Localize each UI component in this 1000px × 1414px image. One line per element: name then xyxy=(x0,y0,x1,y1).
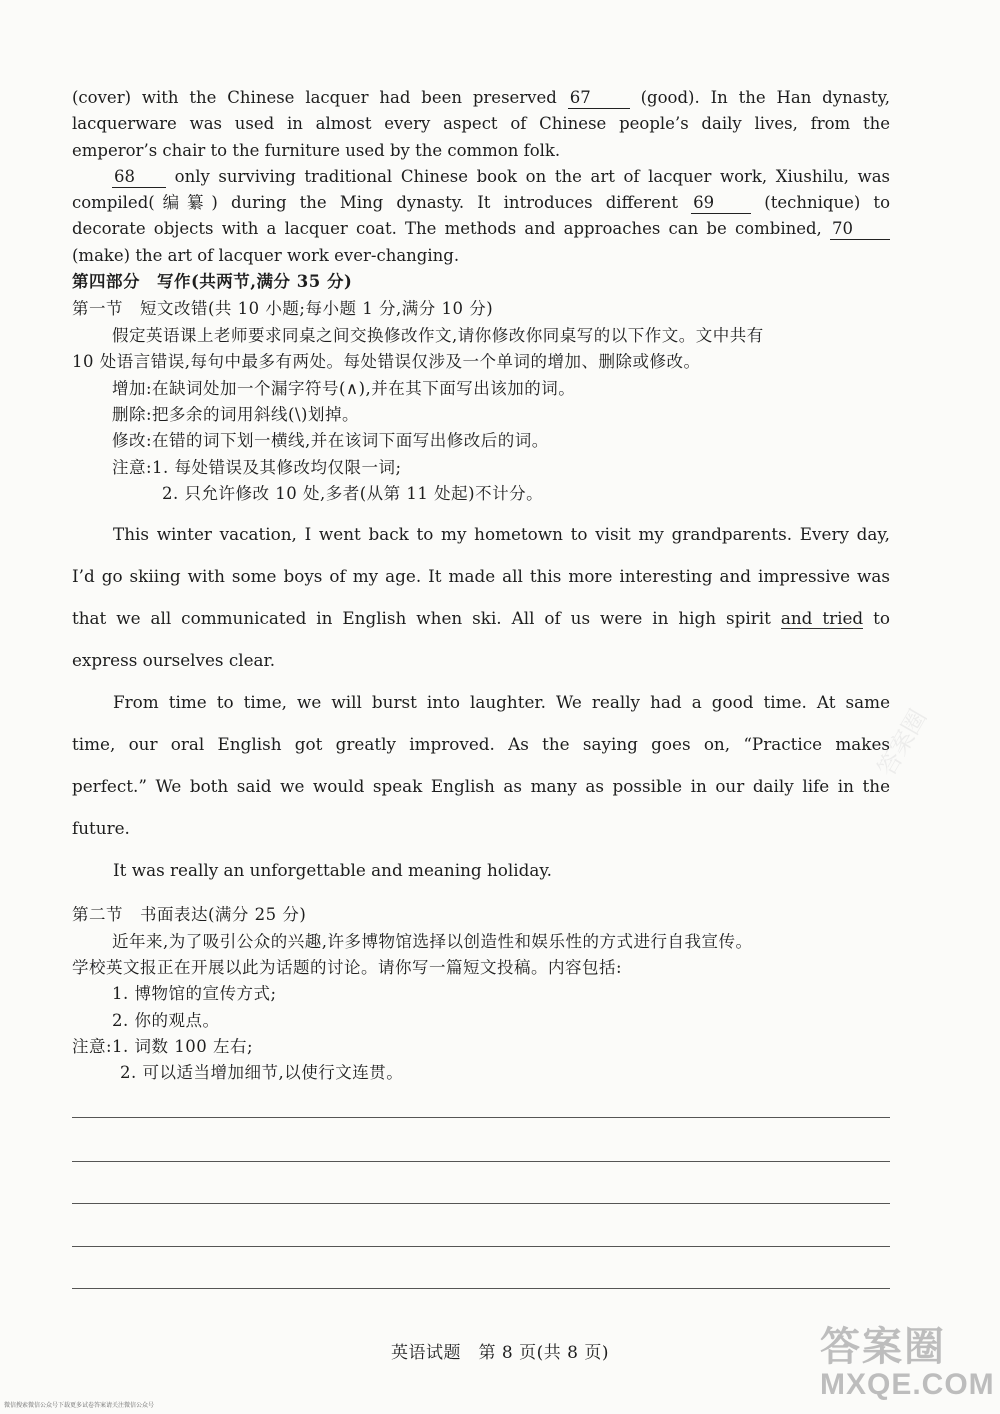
essay-line-8: future. xyxy=(72,818,130,838)
note-2: 2. 只允许修改 10 处,多者(从第 11 处起)不计分。 xyxy=(162,484,544,503)
part4-title: 第四部分 写作(共两节,满分 35 分) xyxy=(72,272,353,291)
rule-delete: 删除:把多余的词用斜线(\)划掉。 xyxy=(112,405,359,424)
section2-note-1: 注意:1. 词数 100 左右; xyxy=(72,1037,254,1056)
blank-68: 68 xyxy=(112,167,166,188)
passage-line-6: decorate objects with a lacquer coat. The methods and approaches can be combined, 70 xyxy=(72,216,890,242)
section2-item-1: 1. 博物馆的宣传方式; xyxy=(112,984,277,1003)
blank-67: 67 xyxy=(568,88,630,109)
fine-print: 微信搜索微信公众号下载更多试卷答案请关注微信公众号 xyxy=(4,1402,155,1409)
note-1: 注意:1. 每处错误及其修改均仅限一词; xyxy=(112,458,402,477)
side-watermark: 答案圈 xyxy=(872,704,933,781)
passage-line-3: emperor’s chair to the furniture used by the common folk. xyxy=(72,141,561,160)
answer-line[interactable] xyxy=(72,1117,890,1118)
underlined-phrase: and tried xyxy=(780,608,864,628)
instruction-line-1: 假定英语课上老师要求同桌之间交换修改作文,请你修改你同桌写的以下作文。文中共有 xyxy=(112,326,764,345)
essay-line-7: perfect.” We both said we would speak English as many as possible in our daily life in the xyxy=(72,776,890,796)
watermark-logo: 答案圈 MXQE.COM xyxy=(820,1325,995,1401)
essay-line-6: time, our oral English got greatly improved. As the saying goes on, “Practice makes xyxy=(72,734,890,754)
essay-line-1: This winter vacation, I went back to my hometown to visit my grandparents. Every day, xyxy=(113,524,890,544)
rule-add: 增加:在缺词处加一个漏字符号(∧),并在其下面写出该加的词。 xyxy=(112,379,576,398)
passage-line-5: compiled(编纂) during the Ming dynasty. It introduces different 69 (technique) to xyxy=(72,193,890,212)
passage-line-2: lacquerware was used in almost every aspect of Chinese people’s daily lives, from the xyxy=(72,114,890,133)
section1-title: 第一节 短文改错(共 10 小题;每小题 1 分,满分 10 分) xyxy=(72,299,494,318)
essay-line-4: express ourselves clear. xyxy=(72,650,276,670)
page-footer: 英语试题 第 8 页(共 8 页) xyxy=(390,1343,609,1363)
section2-item-2: 2. 你的观点。 xyxy=(112,1011,220,1030)
passage-line-7: (make) the art of lacquer work ever-changing. xyxy=(72,246,460,265)
blank-70: 70 xyxy=(830,219,890,240)
blank-69: 69 xyxy=(691,193,751,214)
rule-modify: 修改:在错的词下划一横线,并在该词下面写出修改后的词。 xyxy=(112,431,549,450)
section2-prompt-2: 学校英文报正在开展以此为话题的讨论。请你写一篇短文投稿。内容包括: xyxy=(72,958,623,977)
essay-line-2: I’d go skiing with some boys of my age. It made all this more interesting and impressive was xyxy=(72,566,890,586)
section2-title: 第二节 书面表达(满分 25 分) xyxy=(72,905,307,924)
essay-line-5: From time to time, we will burst into laughter. We really had a good time. At same xyxy=(113,692,890,712)
instruction-line-2: 10 处语言错误,每句中最多有两处。每处错误仅涉及一个单词的增加、删除或修改。 xyxy=(72,352,701,371)
answer-line[interactable] xyxy=(72,1246,890,1247)
passage-line-1: (cover) with the Chinese lacquer had been preserved 67 (good). In the Han dynasty, xyxy=(72,88,891,107)
section2-note-2: 2. 可以适当增加细节,以使行文连贯。 xyxy=(120,1063,404,1082)
answer-line[interactable] xyxy=(72,1288,890,1289)
answer-line[interactable] xyxy=(72,1161,890,1162)
essay-line-9: It was really an unforgettable and meaning holiday. xyxy=(113,860,552,880)
section2-prompt-1: 近年来,为了吸引公众的兴趣,许多博物馆选择以创造性和娱乐性的方式进行自我宣传。 xyxy=(112,932,753,951)
answer-line[interactable] xyxy=(72,1203,890,1204)
passage-line-4: 68 only surviving traditional Chinese book on the art of lacquer work, Xiushilu, was xyxy=(114,167,890,186)
essay-line-3: that we all communicated in English when ski. All of us were in high spirit and tried to xyxy=(72,608,890,628)
